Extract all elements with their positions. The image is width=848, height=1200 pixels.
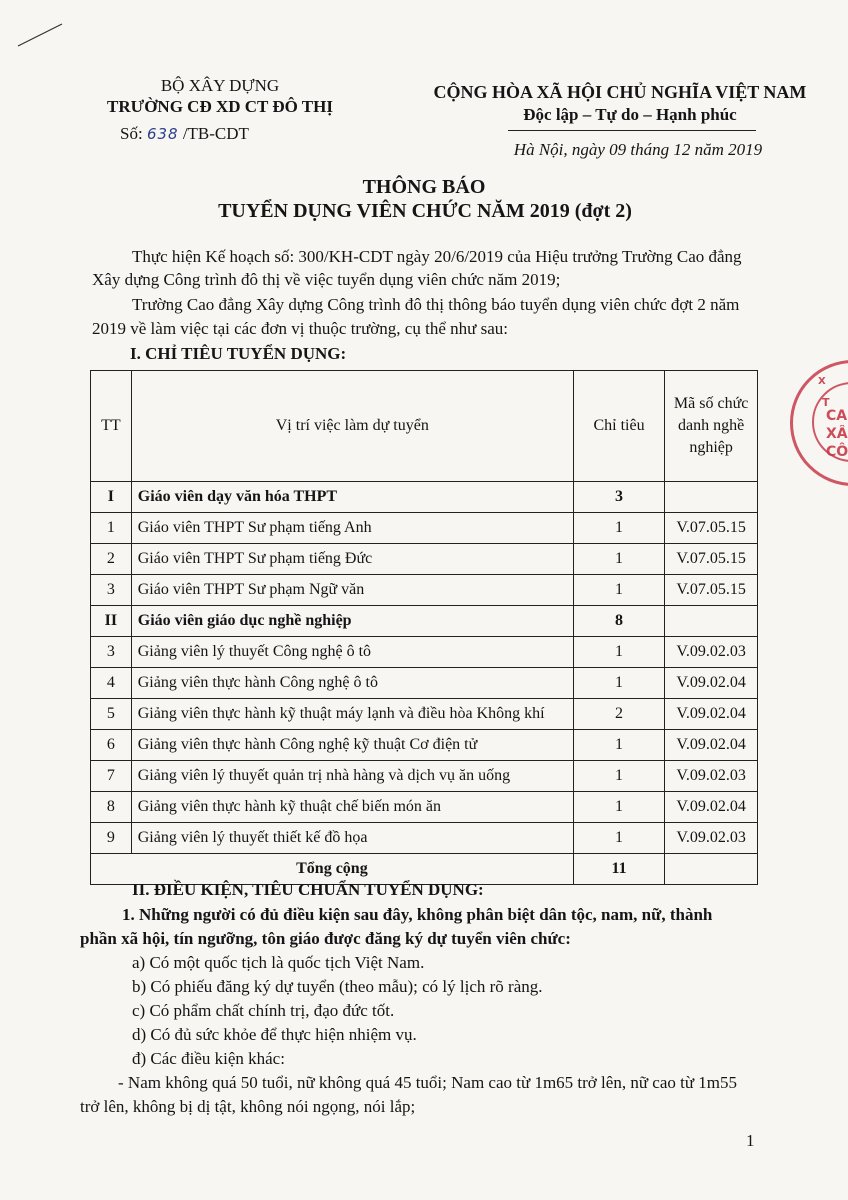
cell-code xyxy=(665,606,758,637)
notice-subtitle: TUYỂN DỤNG VIÊN CHỨC NĂM 2019 (đợt 2) xyxy=(218,200,632,222)
header-position: Vị trí việc làm dự tuyển xyxy=(131,371,573,482)
document-number xyxy=(120,124,249,144)
cell-quota: 1 xyxy=(573,513,664,544)
cell-quota: 1 xyxy=(573,544,664,575)
condition-a: a) Có một quốc tịch là quốc tịch Việt Nam. xyxy=(132,953,425,972)
pen-mark xyxy=(16,20,66,50)
table-row xyxy=(91,761,758,792)
cell-tt: 8 xyxy=(91,792,132,823)
total-value: 11 xyxy=(573,854,664,885)
cell-quota: 1 xyxy=(573,823,664,854)
cell-position: Giáo viên THPT Sư phạm tiếng Anh xyxy=(131,513,573,544)
total-label: Tổng cộng xyxy=(91,854,574,885)
issue-date: Hà Nội, ngày 09 tháng 12 năm 2019 xyxy=(513,140,763,159)
header-quota: Chỉ tiêu xyxy=(573,371,664,482)
condition-d: d) Có đủ sức khỏe để thực hiện nhiệm vụ. xyxy=(132,1025,417,1044)
cell-position: Giáo viên THPT Sư phạm Ngữ văn xyxy=(131,575,573,606)
cell-position: Giảng viên thực hành Công nghệ kỹ thuật Cơ điện tử xyxy=(131,730,573,761)
total-code-empty xyxy=(665,854,758,885)
cell-quota: 2 xyxy=(573,699,664,730)
cell-tt: I xyxy=(91,482,132,513)
condition-dd: đ) Các điều kiện khác: xyxy=(132,1049,285,1068)
cell-code: V.09.02.04 xyxy=(665,792,758,823)
cell-code: V.09.02.04 xyxy=(665,699,758,730)
recruitment-table xyxy=(90,370,758,885)
table-row xyxy=(91,513,758,544)
table-row xyxy=(91,699,758,730)
cell-code: V.09.02.03 xyxy=(665,761,758,792)
cell-quota: 1 xyxy=(573,792,664,823)
stamp-text-2: T xyxy=(822,396,830,409)
intro-p2-line1: Trường Cao đẳng Xây dựng Công trình đô thị thông báo tuyển dụng viên chức đợt 2 năm xyxy=(132,295,740,314)
cell-tt: 7 xyxy=(91,761,132,792)
cell-quota: 1 xyxy=(573,668,664,699)
notice-title: THÔNG BÁO xyxy=(362,176,486,198)
stamp-text-1: X xyxy=(818,376,826,387)
header-code: Mã số chức danh nghề nghiệp xyxy=(665,371,758,482)
cell-position: Giảng viên lý thuyết thiết kế đồ họa xyxy=(131,823,573,854)
motto-underline xyxy=(508,130,756,131)
cell-position: Giáo viên THPT Sư phạm tiếng Đức xyxy=(131,544,573,575)
cell-position: Giảng viên thực hành Công nghệ ô tô xyxy=(131,668,573,699)
header-tt: TT xyxy=(91,371,132,482)
table-row xyxy=(91,668,758,699)
doc-prefix: Số: xyxy=(120,124,143,143)
cell-tt: 3 xyxy=(91,575,132,606)
cell-tt: 9 xyxy=(91,823,132,854)
cell-quota: 1 xyxy=(573,637,664,668)
condition-heading-line1: 1. Những người có đủ điều kiện sau đây, không phân biệt dân tộc, nam, nữ, thành xyxy=(122,905,713,924)
intro-p2-line2: 2019 về làm việc tại các đơn vị thuộc trường, cụ thể như sau: xyxy=(92,319,508,338)
page-number: 1 xyxy=(746,1131,755,1150)
intro-p1-line1: Thực hiện Kế hoạch số: 300/KH-CDT ngày 20/6/2019 của Hiệu trưởng Trường Cao đẳng xyxy=(132,247,742,266)
cell-tt: 4 xyxy=(91,668,132,699)
doc-suffix: /TB-CDT xyxy=(182,124,249,143)
table-row xyxy=(91,637,758,668)
stamp-text-5: CÔ xyxy=(826,444,848,460)
cell-quota: 8 xyxy=(573,606,664,637)
condition-heading-line2: phần xã hội, tín ngưỡng, tôn giáo được đăng ký dự tuyển viên chức: xyxy=(80,929,571,948)
section-1-heading: I. CHỈ TIÊU TUYỂN DỤNG: xyxy=(130,344,347,363)
condition-other-line1: - Nam không quá 50 tuổi, nữ không quá 45 tuổi; Nam cao từ 1m65 trở lên, nữ cao từ 1m55 xyxy=(118,1073,738,1092)
section-2-heading: II. ĐIỀU KIỆN, TIÊU CHUẨN TUYỂN DỤNG: xyxy=(132,880,484,899)
cell-code: V.09.02.03 xyxy=(665,637,758,668)
nation-motto: Độc lập – Tự do – Hạnh phúc xyxy=(523,105,737,124)
table-row xyxy=(91,544,758,575)
doc-number-handwritten: 638 xyxy=(146,125,179,143)
cell-tt: 3 xyxy=(91,637,132,668)
cell-position: Giảng viên thực hành kỹ thuật máy lạnh và điều hòa Không khí xyxy=(131,699,573,730)
stamp-text-4: XÂ xyxy=(826,426,848,442)
cell-code: V.09.02.04 xyxy=(665,730,758,761)
cell-position: Giảng viên lý thuyết quản trị nhà hàng và dịch vụ ăn uống xyxy=(131,761,573,792)
cell-position: Giáo viên dạy văn hóa THPT xyxy=(131,482,573,513)
cell-tt: II xyxy=(91,606,132,637)
cell-code: V.09.02.03 xyxy=(665,823,758,854)
table-row xyxy=(91,730,758,761)
cell-quota: 1 xyxy=(573,575,664,606)
table-header-row xyxy=(91,371,758,482)
condition-c: c) Có phẩm chất chính trị, đạo đức tốt. xyxy=(132,1001,395,1020)
table-row xyxy=(91,575,758,606)
cell-code xyxy=(665,482,758,513)
cell-code: V.07.05.15 xyxy=(665,575,758,606)
condition-b: b) Có phiếu đăng ký dự tuyển (theo mẫu); có lý lịch rõ ràng. xyxy=(132,977,543,996)
table-row xyxy=(91,792,758,823)
cell-code: V.07.05.15 xyxy=(665,513,758,544)
table-group-row xyxy=(91,482,758,513)
table-row xyxy=(91,823,758,854)
cell-code: V.07.05.15 xyxy=(665,544,758,575)
cell-tt: 6 xyxy=(91,730,132,761)
table-body xyxy=(91,482,758,885)
school-name: TRƯỜNG CĐ XD CT ĐÔ THỊ xyxy=(107,97,333,116)
intro-p1-line2: Xây dựng Công trình đô thị về việc tuyển dụng viên chức năm 2019; xyxy=(92,270,561,289)
cell-quota: 3 xyxy=(573,482,664,513)
nation-title: CỘNG HÒA XÃ HỘI CHỦ NGHĨA VIỆT NAM xyxy=(433,82,807,102)
cell-code: V.09.02.04 xyxy=(665,668,758,699)
condition-other-line2: trở lên, không bị dị tật, không nói ngọng, nói lắp; xyxy=(80,1097,416,1116)
cell-tt: 1 xyxy=(91,513,132,544)
table-group-row xyxy=(91,606,758,637)
cell-tt: 2 xyxy=(91,544,132,575)
cell-quota: 1 xyxy=(573,730,664,761)
cell-tt: 5 xyxy=(91,699,132,730)
cell-position: Giáo viên giáo dục nghề nghiệp xyxy=(131,606,573,637)
cell-position: Giảng viên lý thuyết Công nghệ ô tô xyxy=(131,637,573,668)
cell-position: Giảng viên thực hành kỹ thuật chế biến món ăn xyxy=(131,792,573,823)
ministry-name: BỘ XÂY DỰNG xyxy=(160,76,280,95)
cell-quota: 1 xyxy=(573,761,664,792)
stamp-text-3: CA xyxy=(826,408,848,424)
